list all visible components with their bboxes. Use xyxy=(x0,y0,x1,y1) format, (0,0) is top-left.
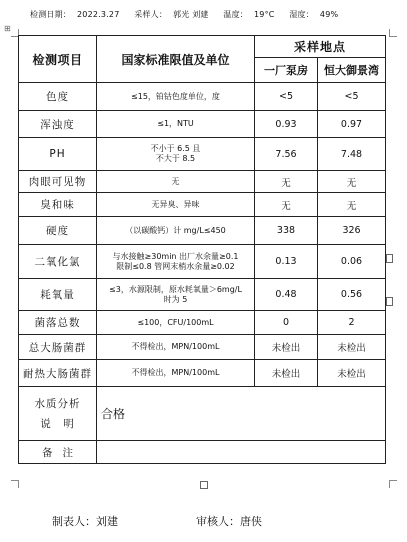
item-cell: 耐热大肠菌群 xyxy=(19,360,97,387)
reviewer-label: 审核人： xyxy=(196,515,240,528)
item-cell: 二氧化氯 xyxy=(19,245,97,279)
standard-line: 与水接触≥30min 出厂水余量≥0.1 xyxy=(112,251,239,261)
standard-cell xyxy=(97,335,255,360)
standard-line: 不小于 6.5 且 xyxy=(150,144,201,153)
remark-value xyxy=(97,441,386,464)
site1-value: 7.56 xyxy=(255,138,318,171)
standard-cell xyxy=(97,360,255,387)
standard-line: ≤1，NTU xyxy=(157,119,194,128)
item-cell: PH xyxy=(19,138,97,171)
standard-cell xyxy=(97,311,255,335)
table-row xyxy=(19,311,386,335)
site1-value: <5 xyxy=(255,83,318,111)
item-cell: 耗氧量 xyxy=(19,279,97,311)
standard-line: 无异臭、异味 xyxy=(151,199,200,209)
site1-value: 未检出 xyxy=(255,360,318,387)
sampler xyxy=(134,10,214,19)
standard-line: ≤100，CFU/100mL xyxy=(137,317,214,327)
table-row xyxy=(19,111,386,138)
standard-cell xyxy=(97,111,255,138)
standard-line: 限制≤0.8 管网末梢水余量≥0.02 xyxy=(116,261,235,271)
standard-cell xyxy=(97,83,255,111)
item-cell: 硬度 xyxy=(19,217,97,245)
standard-line: ≤15，铂钴色度单位，度 xyxy=(131,91,220,101)
remark-label: 备注 xyxy=(19,441,97,464)
analysis-label xyxy=(19,387,97,441)
standard-line: 不大于 8.5 xyxy=(155,154,196,163)
remark-row xyxy=(19,441,386,464)
site2-value: 7.48 xyxy=(318,138,386,171)
standard-cell xyxy=(97,245,255,279)
table-side-handle[interactable] xyxy=(386,254,393,263)
standard-line: 时为 5 xyxy=(163,294,188,304)
date-label: 检测日期： xyxy=(30,10,71,19)
table-reviewer xyxy=(196,513,262,529)
table-row xyxy=(19,83,386,111)
site2-value: 无 xyxy=(318,193,386,217)
temperature xyxy=(223,10,280,19)
inspection-date xyxy=(30,10,126,19)
table-row xyxy=(19,193,386,217)
standard-line: ≤3，水源限制，原水耗氧量＞6mg/L xyxy=(109,284,242,294)
date-value: 2022.3.27 xyxy=(77,10,120,19)
temp-value: 19°C xyxy=(253,10,275,19)
table-side-handle[interactable] xyxy=(386,297,393,306)
site1-value: 0 xyxy=(255,311,318,335)
table-row xyxy=(19,217,386,245)
humidity xyxy=(289,10,344,19)
header-site-2: 恒大御景湾 xyxy=(318,58,386,83)
standard-line: 不得检出，MPN/100mL xyxy=(131,342,220,351)
site2-value: <5 xyxy=(318,83,386,111)
site1-value: 无 xyxy=(255,193,318,217)
page-corner-mark xyxy=(389,29,397,37)
table-resize-handle[interactable] xyxy=(200,481,208,489)
standard-cell xyxy=(97,279,255,311)
humidity-label: 湿度： xyxy=(289,10,314,19)
header-sampling-site: 采样地点 xyxy=(255,36,386,58)
standard-cell xyxy=(97,138,255,171)
item-cell: 菌落总数 xyxy=(19,311,97,335)
site2-value: 2 xyxy=(318,311,386,335)
site1-value: 338 xyxy=(255,217,318,245)
item-cell: 臭和味 xyxy=(19,193,97,217)
site2-value: 未检出 xyxy=(318,335,386,360)
reviewer-value: 唐侠 xyxy=(240,515,262,528)
table-row xyxy=(19,279,386,311)
table-row xyxy=(19,360,386,387)
analysis-label-line: 说 明 xyxy=(40,417,75,430)
page-corner-mark xyxy=(11,480,19,488)
report-header xyxy=(30,9,390,20)
standard-line: 不得检出，MPN/100mL xyxy=(131,368,220,377)
standard-cell xyxy=(97,193,255,217)
site1-value: 0.48 xyxy=(255,279,318,311)
maker-value: 刘建 xyxy=(96,515,118,528)
site1-value: 无 xyxy=(255,171,318,193)
standard-line: 无 xyxy=(171,176,180,186)
table-row xyxy=(19,335,386,360)
sampler-value: 郭光 刘建 xyxy=(173,10,209,19)
temp-label: 温度： xyxy=(223,10,248,19)
analysis-label-line: 水质分析 xyxy=(34,397,81,410)
humidity-value: 49% xyxy=(319,10,339,19)
table-move-handle-icon[interactable]: ⊞ xyxy=(4,24,11,33)
site2-value: 未检出 xyxy=(318,360,386,387)
standard-cell xyxy=(97,217,255,245)
header-site-1: 一厂泵房 xyxy=(255,58,318,83)
site2-value: 0.06 xyxy=(318,245,386,279)
sampler-label: 采样人： xyxy=(134,10,168,19)
item-cell: 浑浊度 xyxy=(19,111,97,138)
water-quality-table xyxy=(18,35,386,464)
site2-value: 无 xyxy=(318,171,386,193)
site2-value: 0.56 xyxy=(318,279,386,311)
maker-label: 制表人： xyxy=(52,515,96,528)
standard-line: （以碳酸钙）计 mg/L≤450 xyxy=(125,225,226,235)
site1-value: 未检出 xyxy=(255,335,318,360)
table-row xyxy=(19,138,386,171)
item-cell: 色度 xyxy=(19,83,97,111)
standard-cell xyxy=(97,171,255,193)
site2-value: 326 xyxy=(318,217,386,245)
header-standard: 国家标准限值及单位 xyxy=(97,36,255,83)
item-cell: 肉眼可见物 xyxy=(19,171,97,193)
table-row xyxy=(19,171,386,193)
site1-value: 0.93 xyxy=(255,111,318,138)
item-cell: 总大肠菌群 xyxy=(19,335,97,360)
header-item: 检测项目 xyxy=(19,36,97,83)
page-corner-mark xyxy=(389,480,397,488)
site1-value: 0.13 xyxy=(255,245,318,279)
analysis-value: 合格 xyxy=(97,387,386,441)
table-maker xyxy=(52,513,118,529)
analysis-row xyxy=(19,387,386,441)
table-row xyxy=(19,245,386,279)
site2-value: 0.97 xyxy=(318,111,386,138)
